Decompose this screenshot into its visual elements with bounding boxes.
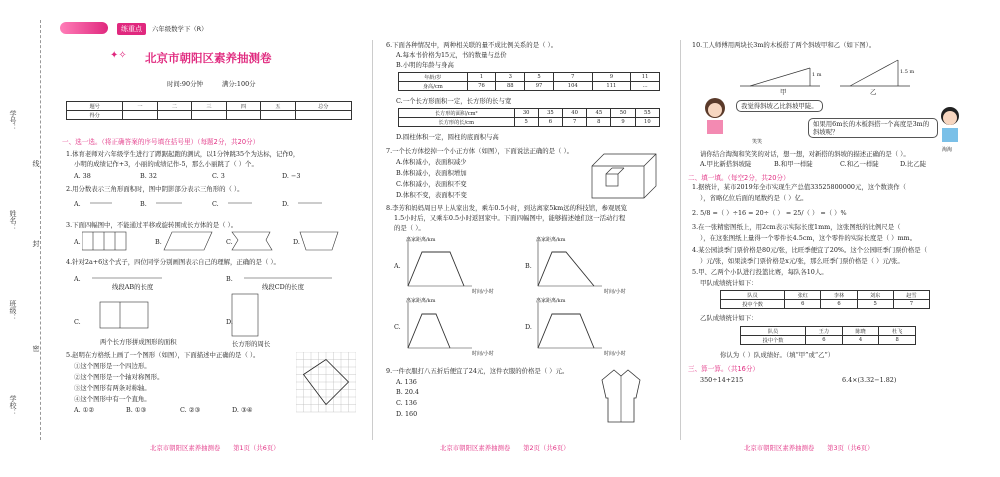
q6-cell: 1 (467, 73, 496, 82)
q2-fraction-figures (82, 195, 342, 211)
q5-s4: ④这个图形中有一个直角。 (74, 395, 151, 403)
q8-xlabel-a: 时间/小时 (472, 289, 494, 295)
q6-b: B.小明的年龄与身高 (396, 61, 454, 69)
footer-page-3: 北京市朝阳区素养抽测卷 第3页（共6页） (744, 444, 874, 452)
q8-text2: 1.5小时后，又乘车0.5小时返回家中。下面四幅图中，能够描述她们这一活动行程 (394, 214, 626, 222)
q4-label-perim: 长方形的周长 (232, 340, 271, 348)
score-col: 题号 (67, 102, 123, 111)
q8-opt-c: C. (394, 323, 401, 331)
q8-opt-a: A. (394, 262, 401, 270)
q6-cell: 7 (562, 118, 586, 127)
q6-cell: 35 (538, 109, 562, 118)
q10-n1: 笑笑 (752, 139, 763, 145)
binding-school: 学校： (9, 395, 17, 416)
student-boy-icon (935, 104, 965, 146)
q4-opt-c: C. (74, 318, 81, 326)
q4-label-cd: 线段CD的长度 (262, 283, 304, 291)
q6-cell: 长方形的长/cm (399, 118, 515, 127)
q3-net-figures (82, 228, 362, 254)
q4-text: 4.针对2a+6这个式子，四位同学分别画图表示自己的理解，正确的是（ ）。 (66, 258, 280, 266)
score-col: 二 (157, 102, 191, 111)
q6-cell: 88 (496, 82, 525, 91)
coat-icon (600, 368, 642, 424)
section-2-title: 二、填一填。（每空2分，共20分） (688, 174, 790, 182)
q8-ylabel-d: 离家距离/km (536, 298, 566, 304)
q6-cell: 6 (538, 118, 562, 127)
team-a-cell: 5 (857, 300, 893, 309)
team-b-cell: 投中个数 (741, 336, 806, 345)
q6-cell: 30 (514, 109, 538, 118)
q3-opt-a: A. (74, 238, 81, 246)
q7-b: B.体积减小，表面积增加 (396, 169, 467, 177)
q10-ask: 请你结合淘淘和笑笑的对话，想一想，对新搭的斜坡的描述正确的是（ ）。 (700, 150, 910, 158)
binding-class: 班级： (9, 300, 17, 321)
q7-d: D.体积不变，表面积不变 (396, 191, 467, 199)
score-row-label: 得分 (67, 111, 123, 120)
q8-ylabel-b: 离家距离/km (536, 237, 566, 243)
q6-cell: 45 (587, 109, 611, 118)
q10-jia: 甲 (780, 88, 787, 96)
binding-name: 姓名： (9, 210, 17, 231)
binding-id: 学号： (9, 110, 17, 131)
score-col: 总分 (295, 102, 351, 111)
q9-opt-a: A. 136 (396, 378, 417, 386)
q2-opt-b: B. (140, 200, 147, 208)
q10-opt-b: B.和甲一样陡 (774, 160, 813, 168)
q8-xlabel-b: 时间/小时 (604, 289, 626, 295)
q5-opt-d: D. ③④ (232, 406, 253, 414)
q6-cell: 长方形的面积/cm² (399, 109, 515, 118)
calc-b: 6.4×(3.32−1.82) (842, 376, 897, 384)
score-cell[interactable] (192, 111, 226, 120)
footer-page-1: 北京市朝阳区素养抽测卷 第1页（共6页） (150, 444, 280, 452)
brand-badge: 练重点 (117, 23, 146, 35)
team-a-cell: 刘东 (857, 291, 893, 300)
q6-a: A.每本书价格为15元，书的数量与总价 (396, 51, 507, 59)
q6-cell: 40 (562, 109, 586, 118)
q6-cell: 55 (635, 109, 659, 118)
section-3-title: 三、算一算。（共16分） (688, 365, 760, 373)
f3-text: 3.在一张精密图纸上，用2cm表示实际长度1mm，这张图纸的比例尺是（ (692, 223, 901, 231)
q5-opt-b: B. ①③ (126, 406, 147, 414)
q8-opt-d: D. (525, 323, 532, 331)
star-decoration-icon: ✦✧ (110, 50, 127, 61)
q6-cell: 年龄/岁 (399, 73, 468, 82)
score-table (66, 101, 352, 120)
q10-say2: 如果用6m长的木板斜搭一个高度是3m的斜坡呢？ (808, 118, 938, 138)
f5-t2: 乙队成绩统计如下： (700, 314, 758, 322)
score-col: 一 (123, 102, 157, 111)
team-a-cell: 李林 (821, 291, 857, 300)
binding-seal3: 线 (32, 160, 40, 167)
team-a-cell: 6 (821, 300, 857, 309)
q1-text2: 小明的成绩记作+3，小丽的成绩记作-5，那么小丽跳了（ ）个。 (74, 160, 258, 168)
f1-text2: ），省略亿位后面的尾数约是（ ）亿。 (700, 194, 808, 202)
q5-s2: ②这个图形是一个轴对称图形。 (74, 373, 164, 381)
q5-s3: ③这个图形有两条对称轴。 (74, 384, 151, 392)
q10-h2: 1.5 m (900, 69, 915, 75)
q10-text: 10.工人师傅用两块长3m的木板搭了两个斜坡甲和乙（如下图）。 (692, 41, 876, 49)
team-b-cell: 4 (842, 336, 879, 345)
q8-text: 8.李芳和妈妈周日早上从家出发，乘车0.5小时，到达离家5km远的科技馆，参观展览 (386, 204, 628, 212)
q7-cuboid-figure (590, 152, 660, 202)
q10-opt-c: C.和乙一样陡 (840, 160, 879, 168)
q7-a: A.体积减小，表面积减少 (396, 158, 467, 166)
q8-graphs (400, 240, 660, 352)
f5-ans: 你认为（ ）队成绩好。（填“甲”或“乙”） (720, 351, 835, 359)
q6-cell: 3 (496, 73, 525, 82)
q2-opt-c: C. (212, 200, 219, 208)
q3-opt-b: B. (155, 238, 162, 246)
q6-d: D.圆柱体积一定，圆柱的底面积与高 (396, 133, 499, 141)
q6-cell: … (631, 82, 660, 91)
binding-seal2: 封 (32, 240, 40, 247)
score-cell[interactable] (226, 111, 260, 120)
q6-cell: 97 (525, 82, 554, 91)
q3-opt-c: C. (226, 238, 233, 246)
q2-text: 2.用分数表示三角形面积时，图中阴影部分表示三角形的（ ）。 (66, 185, 244, 193)
team-a-cell: 张红 (785, 291, 821, 300)
team-a-cell: 6 (785, 300, 821, 309)
f4-text2: ）元/张，如果淡季门票价格是x元/张，那么旺季门票价格是（ ）元/张。 (700, 257, 904, 265)
q6-c: C.一个长方形面积一定，长方形的长与宽 (396, 97, 512, 105)
q7-c: C.体积减小，表面积不变 (396, 180, 467, 188)
q8-ylabel-a: 离家距离/km (406, 237, 436, 243)
q6-cell: 50 (611, 109, 635, 118)
q1-opt-c: C. 3 (212, 172, 225, 180)
grade-label: 六年级数学下（R） (152, 25, 208, 33)
q6-cell: 104 (553, 82, 592, 91)
q6-cell: 7 (553, 73, 592, 82)
section-1-title: 一、选一选。（将正确答案的序号填在括号里）（每题2分，共20分） (62, 138, 260, 146)
q8-xlabel-c: 时间/小时 (472, 351, 494, 357)
student-girl-icon (700, 96, 730, 138)
q1-opt-d: D. −3 (282, 172, 301, 180)
f5-text: 5.甲、乙两个小队进行投篮比赛，每队各10人。 (692, 268, 828, 276)
f3-text2: ），在这张图纸上量得一个零件长4.5cm，这个零件的实际长度是（ ）mm。 (700, 234, 917, 242)
f5-t1: 甲队成绩统计如下： (700, 279, 758, 287)
q8-opt-b: B. (525, 262, 532, 270)
q1-opt-b: B. 32 (140, 172, 157, 180)
q4-label-area: 两个长方形拼成图形的面积 (100, 338, 177, 346)
team-b-cell: 8 (879, 336, 916, 345)
q6-cell: 5 (514, 118, 538, 127)
q5-opt-c: C. ②③ (180, 406, 201, 414)
team-a-table (720, 290, 930, 309)
q5-opt-a: A. ①② (74, 406, 95, 414)
f4-text: 4.某公园淡季门票价格是80元/张，比旺季便宜了20%。这个公园旺季门票价格是（ (692, 246, 928, 254)
score-cell[interactable] (261, 111, 295, 120)
q6-cell: 10 (635, 118, 659, 127)
q1-opt-a: A. 38 (74, 172, 91, 180)
binding-seal: 密 (32, 345, 40, 352)
team-a-cell: 7 (893, 300, 929, 309)
team-b-table (740, 326, 916, 345)
exam-time: 时间:90分钟 (167, 80, 203, 88)
q8-text3: 的是（ ）。 (394, 224, 425, 232)
q10-h1: 1 m (812, 72, 822, 78)
q3-text: 3.下面四幅图中，不能通过平移或旋转围成长方体的是（ ）。 (66, 221, 238, 229)
q6-age-height-table (398, 72, 660, 91)
q2-opt-a: A. (74, 200, 81, 208)
q4-opt-b: B. (226, 275, 233, 283)
q4-figures (82, 266, 362, 342)
f2-text: 2. 5/8 =（ ）÷16 = 20÷（ ） = 25/（ ） =（ ）% (692, 209, 847, 217)
f1-text: 1.据统计，某市2019年全市实现生产总值33525800000元，这个数读作（ (692, 183, 907, 191)
q3-opt-d: D. (293, 238, 300, 246)
score-cell[interactable] (157, 111, 191, 120)
q9-text: 9.一件衣服打八五折后便宜了24元，这件衣服的价格是（ ）元。 (386, 367, 569, 375)
q6-cell: 身高/cm (399, 82, 468, 91)
team-b-cell: 王力 (806, 327, 843, 336)
footer-page-2: 北京市朝阳区素养抽测卷 第2页（共6页） (440, 444, 570, 452)
team-b-cell: 6 (806, 336, 843, 345)
q5-s1: ①这个图形是一个四边形。 (74, 362, 151, 370)
q6-rect-table (398, 108, 660, 127)
q5-grid-figure (296, 352, 356, 414)
team-b-cell: 陈晓 (842, 327, 879, 336)
q10-yi: 乙 (870, 88, 877, 96)
q9-opt-d: D. 160 (396, 410, 418, 418)
score-col: 五 (261, 102, 295, 111)
q1-text: 1.体育老师对六年级学生进行了蹲踞起跑的测试，以1分钟跳35个为达标，记作0， (66, 150, 300, 158)
q5-text: 5.赵明在方格纸上画了一个图形（如图），下面描述中正确的是（ ）。 (66, 351, 260, 359)
q6-cell: 76 (467, 82, 496, 91)
q10-opt-a: A.甲比新搭斜坡陡 (700, 160, 752, 168)
q10-opt-d: D.比乙陡 (900, 160, 927, 168)
team-a-cell: 投中个数 (721, 300, 785, 309)
q9-opt-b: B. 20.4 (396, 388, 419, 396)
q6-cell: 11 (631, 73, 660, 82)
exam-score: 满分:100分 (222, 80, 256, 88)
q10-say1: 我觉得斜坡乙比斜坡甲陡。 (736, 100, 823, 112)
q6-cell: 9 (611, 118, 635, 127)
score-cell[interactable] (123, 111, 157, 120)
calc-a: 350÷14+215 (700, 376, 744, 384)
q6-cell: 111 (592, 82, 631, 91)
team-b-cell: 杜飞 (879, 327, 916, 336)
q4-label-ab: 线段AB的长度 (112, 283, 154, 291)
q8-ylabel-c: 离家距离/km (406, 298, 436, 304)
exam-title: 北京市朝阳区素养抽测卷 (145, 51, 272, 65)
score-col: 四 (226, 102, 260, 111)
q6-cell: 5 (525, 73, 554, 82)
q6-cell: 9 (592, 73, 631, 82)
q6-cell: 8 (587, 118, 611, 127)
q7-text: 7.一个长方体挖掉一个小正方体（如图），下面说法正确的是（ ）。 (386, 147, 574, 155)
q4-opt-a: A. (74, 275, 81, 283)
team-a-cell: 队员 (721, 291, 785, 300)
q6-text: 6.下面各种情况中，两种相关联的量不成比例关系的是（ ）。 (386, 41, 558, 49)
brand-logo (60, 22, 108, 34)
score-col: 三 (192, 102, 226, 111)
q8-xlabel-d: 时间/小时 (604, 351, 626, 357)
score-cell[interactable] (295, 111, 351, 120)
q2-opt-d: D. (282, 200, 289, 208)
q4-opt-d: D. (226, 318, 233, 326)
q9-opt-c: C. 136 (396, 399, 417, 407)
team-b-cell: 队员 (741, 327, 806, 336)
q10-n2: 淘淘 (942, 147, 953, 153)
team-a-cell: 赵雪 (893, 291, 929, 300)
